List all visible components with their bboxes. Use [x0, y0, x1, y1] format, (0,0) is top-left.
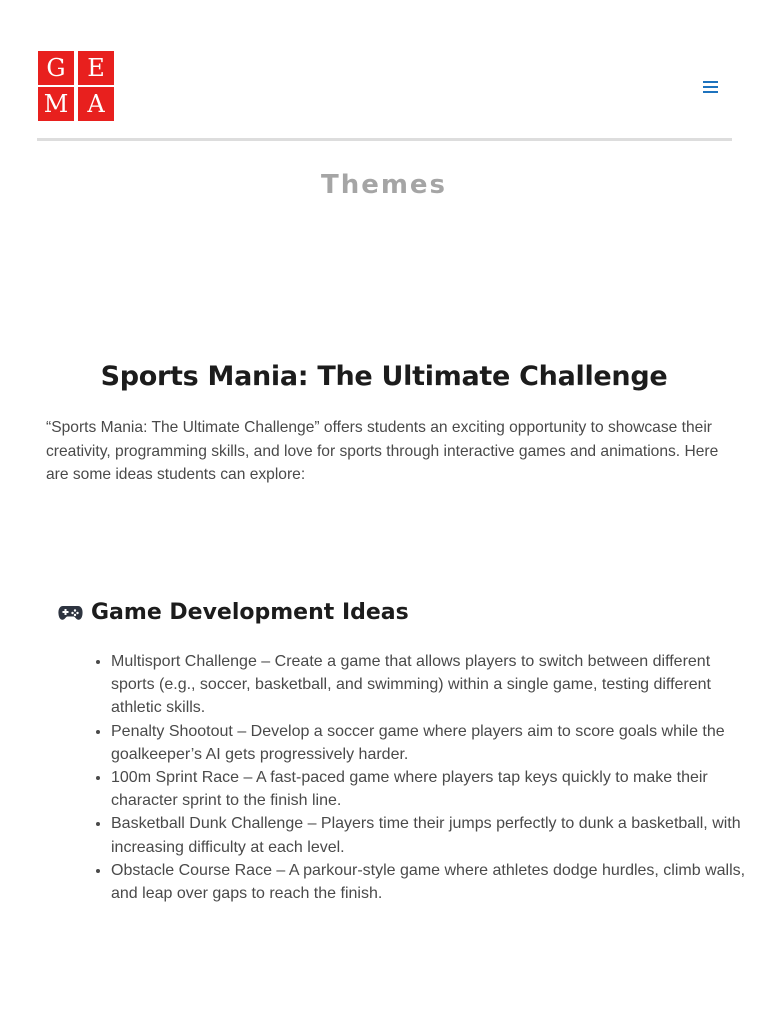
game-ideas-list [71, 650, 751, 905]
section-title: Sports Mania: The Ultimate Challenge [100, 361, 668, 392]
header-divider [37, 138, 732, 141]
section-intro: “Sports Mania: The Ultimate Challenge” offers students an exciting opportunity to showcase their creativity, programming skills, and love for sports through interactive games and animations. Here are some ideas students can explore: [46, 419, 719, 483]
logo-letter: M [38, 87, 74, 121]
site-header [0, 0, 768, 142]
list-item: • Penalty Shootout – Develop a soccer game where players aim to score goals while the goalkeeper’s AI gets progressively harder. [111, 720, 751, 766]
logo-letter: E [78, 51, 114, 85]
menu-bar [703, 81, 718, 83]
list-item: • Obstacle Course Race – A parkour-style game where athletes dodge hurdles, climb walls, and leap over gaps to reach the finish. [111, 859, 751, 905]
hamburger-menu-icon[interactable] [701, 78, 721, 96]
logo-letter: A [78, 87, 114, 121]
list-item: • Basketball Dunk Challenge – Players time their jumps perfectly to dunk a basketball, with increasing difficulty at each level. [111, 812, 751, 858]
site-logo[interactable] [38, 51, 114, 123]
list-item: • 100m Sprint Race – A fast-paced game where players tap keys quickly to make their character sprint to the finish line. [111, 766, 751, 812]
gamepad-icon [58, 605, 83, 621]
menu-bar [703, 86, 718, 88]
page-title: Themes [320, 170, 448, 200]
logo-letter: G [38, 51, 74, 85]
game-ideas-heading [58, 600, 738, 625]
game-ideas-heading-text: Game Development Ideas [91, 600, 409, 625]
menu-bar [703, 91, 718, 93]
list-item: • Multisport Challenge – Create a game that allows players to switch between different sports (e.g., soccer, basketball, and swimming) within a single game, testing different athletic skills. [111, 650, 751, 720]
